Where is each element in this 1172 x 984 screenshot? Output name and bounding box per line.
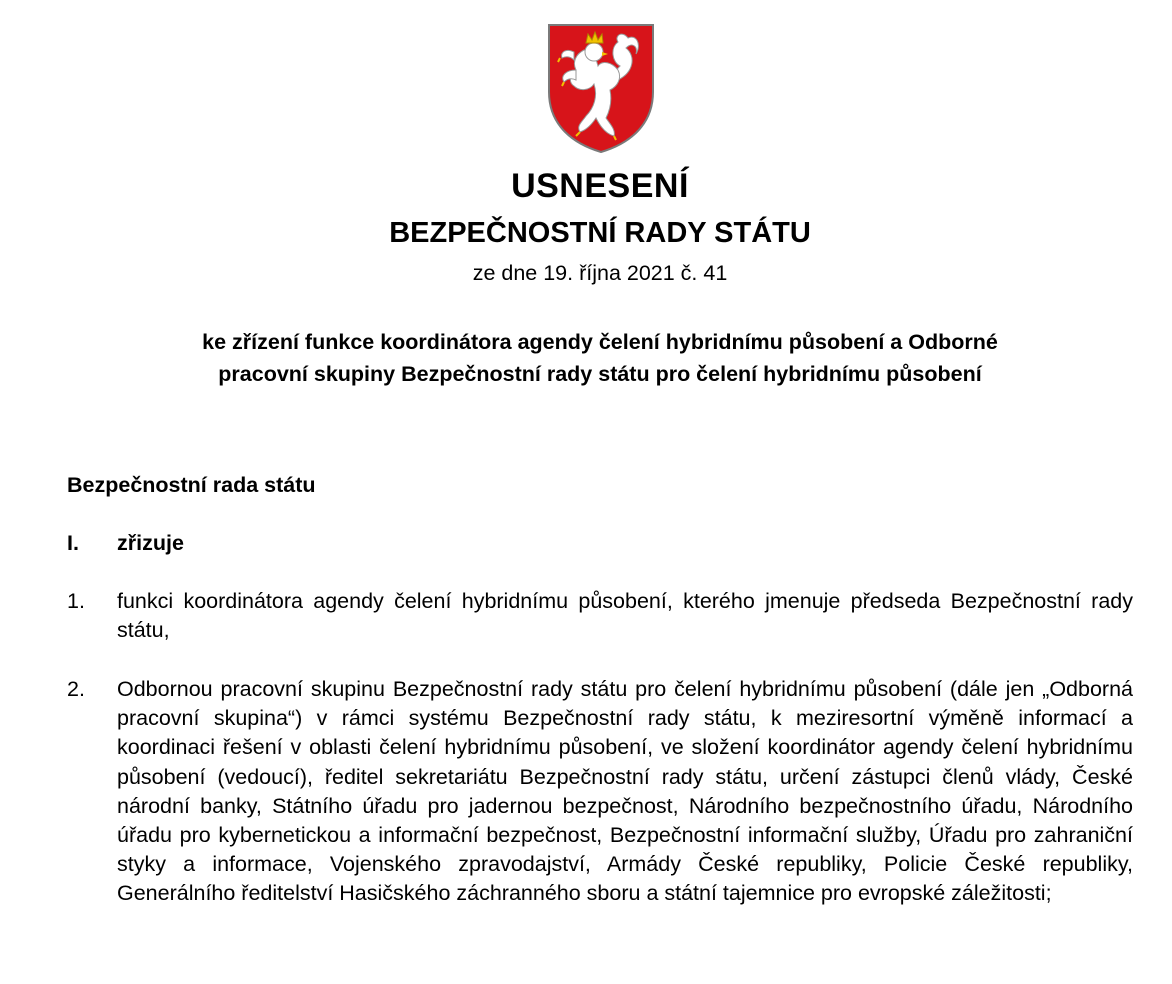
document-subtitle: BEZPEČNOSTNÍ RADY STÁTU — [389, 217, 811, 249]
document-title: USNESENÍ — [511, 167, 689, 205]
date-and-number: ze dne 19. října 2021 č. 41 — [472, 261, 728, 285]
purpose-line: ke zřízení funkce koordinátora agendy čelení hybridnímu působení a Odborné — [202, 330, 998, 354]
coat-of-arms-emblem — [546, 22, 656, 154]
item-text: Odbornou pracovní skupinu Bezpečnostní rady státu pro čelení hybridnímu působení (dále jen „Odborná pracovní skupina“) v rámci systému Bezpečnostní rady státu, k meziresortní výměně informací a koordinaci řešení v oblasti čelení hybridnímu působení, ve složení koordinátor agendy čelení hybridnímu působení (vedoucí), ředitel sekretariátu Bezpečnostní rady státu, určení zástupci členů vlády, České národní banky, Státního úřadu pro jadernou bezpečnost, Národního bezpečnostního úřadu, Národního úřadu pro kybernetickou a informační bezpečnost, Bezpečnostní informační služby, Úřadu pro zahraniční styky a informace, Vojenského zpravodajství, Armády České republiky, Policie České republiky, Generálního ředitelství Hasičského záchranného sboru a státní tajemnice pro evropské záležitosti; — [117, 677, 1133, 906]
list-item — [67, 587, 1133, 645]
czech-coat-of-arms-icon — [546, 22, 656, 154]
list-item — [67, 675, 1133, 909]
section-verb: zřizuje — [117, 531, 184, 555]
council-heading: Bezpečnostní rada státu — [67, 473, 316, 497]
item-text: funkci koordinátora agendy čelení hybridnímu působení, kterého jmenuje předseda Bezpečnostní rady státu, — [117, 589, 1133, 643]
item-number: 2. — [67, 677, 85, 701]
resolution-purpose — [0, 326, 1172, 390]
item-number: 1. — [67, 589, 85, 613]
section-number: I. — [67, 531, 79, 555]
purpose-line: pracovní skupiny Bezpečnostní rady státu pro čelení hybridnímu působení — [218, 362, 982, 386]
